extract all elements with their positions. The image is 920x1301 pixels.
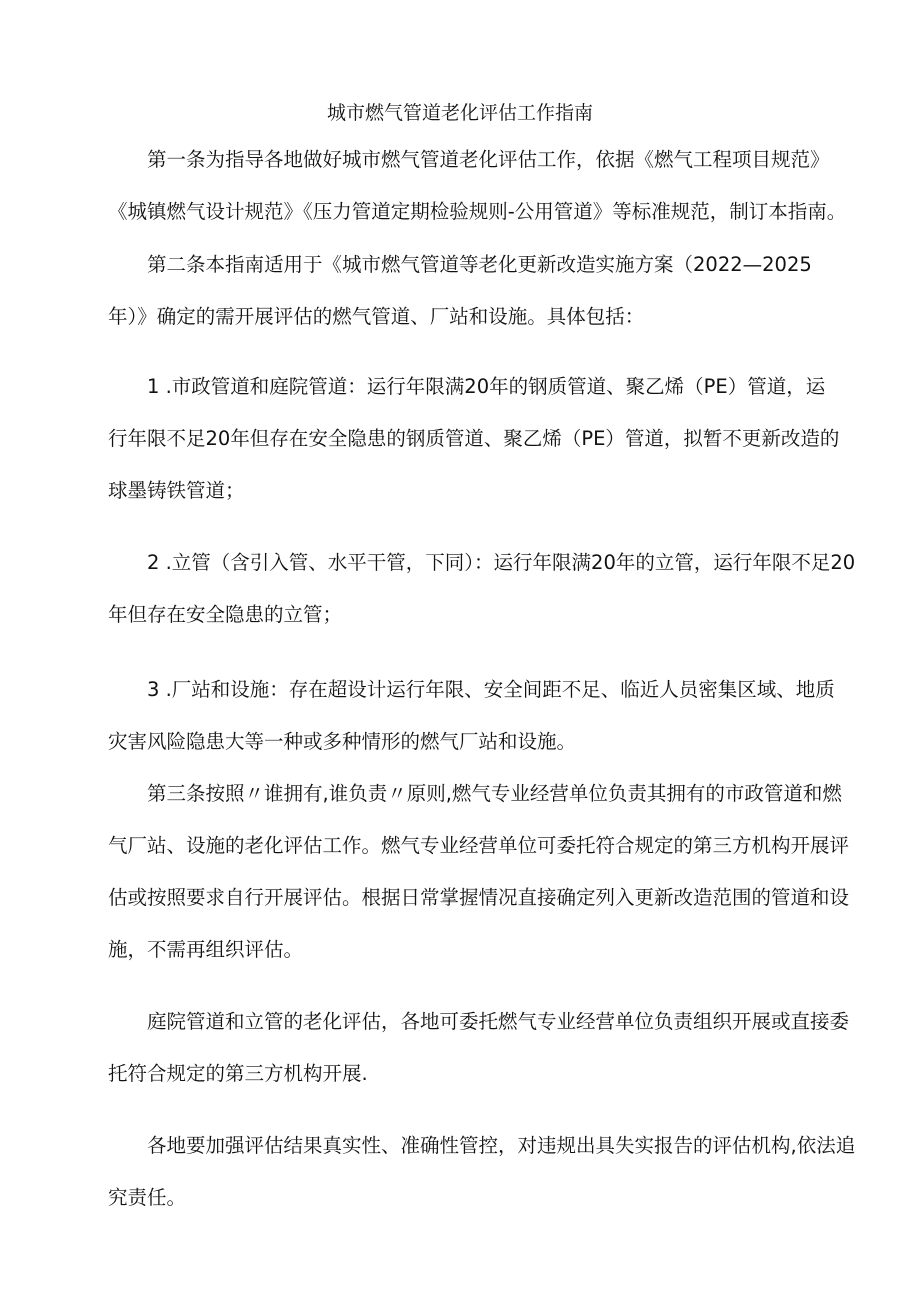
article-3-line-4: 施，不需再组织评估。 (108, 938, 304, 961)
paragraph-courtyard-line-1: 庭院管道和立管的老化评估，各地可委托燃气专业经营单位负责组织开展或直接委 (147, 1010, 850, 1033)
article-1-line-1: 第一条为指导各地做好城市燃气管道老化评估工作，依据《燃气工程项目规范》 (147, 148, 830, 171)
paragraph-oversight-line-1: 各地要加强评估结果真实性、准确性管控，对违规出具失实报告的评估机构,依法追 (147, 1134, 856, 1157)
item-2-line-1: 2 .立管（含引入管、水平干管，下同）：运行年限满20年的立管，运行年限不足20 (147, 551, 856, 574)
article-3-line-2: 气厂站、设施的老化评估工作。燃气专业经营单位可委托符合规定的第三方机构开展评 (108, 834, 850, 857)
item-1-line-2: 行年限不足20年但存在安全隐患的钢质管道、聚乙烯（PE）管道，拟暂不更新改造的 (108, 427, 840, 450)
item-2-line-2: 年但存在安全隐患的立管； (108, 603, 343, 626)
item-3-line-2: 灾害风险隐患大等一种或多种情形的燃气厂站和设施。 (108, 730, 577, 753)
article-1-line-2: 《城镇燃气设计规范》《压力管道定期检验规则-公用管道》等标准规范，制订本指南。 (108, 200, 847, 223)
paragraph-oversight-line-2: 究责任。 (108, 1186, 187, 1209)
paragraph-courtyard-line-2: 托符合规定的第三方机构开展. (108, 1062, 368, 1085)
item-1-line-1: 1 .市政管道和庭院管道：运行年限满20年的钢质管道、聚乙烯（PE）管道，运 (147, 375, 826, 398)
document-title: 城市燃气管道老化评估工作指南 (326, 102, 593, 124)
article-2-line-2: 年）》确定的需开展评估的燃气管道、厂站和设施。具体包括： (108, 305, 645, 328)
item-1-line-3: 球墨铸铁管道； (108, 479, 245, 502)
article-2-line-1: 第二条本指南适用于《城市燃气管道等老化更新改造实施方案（2022—2025 (147, 253, 812, 276)
item-3-line-1: 3 .厂站和设施：存在超设计运行年限、安全间距不足、临近人员密集区域、地质 (147, 678, 835, 701)
article-3-line-3: 估或按照要求自行开展评估。根据日常掌握情况直接确定列入更新改造范围的管道和设 (108, 886, 850, 909)
article-3-line-1: 第三条按照〃谁拥有,谁负责〃原则,燃气专业经营单位负责其拥有的市政管道和燃 (147, 782, 842, 805)
